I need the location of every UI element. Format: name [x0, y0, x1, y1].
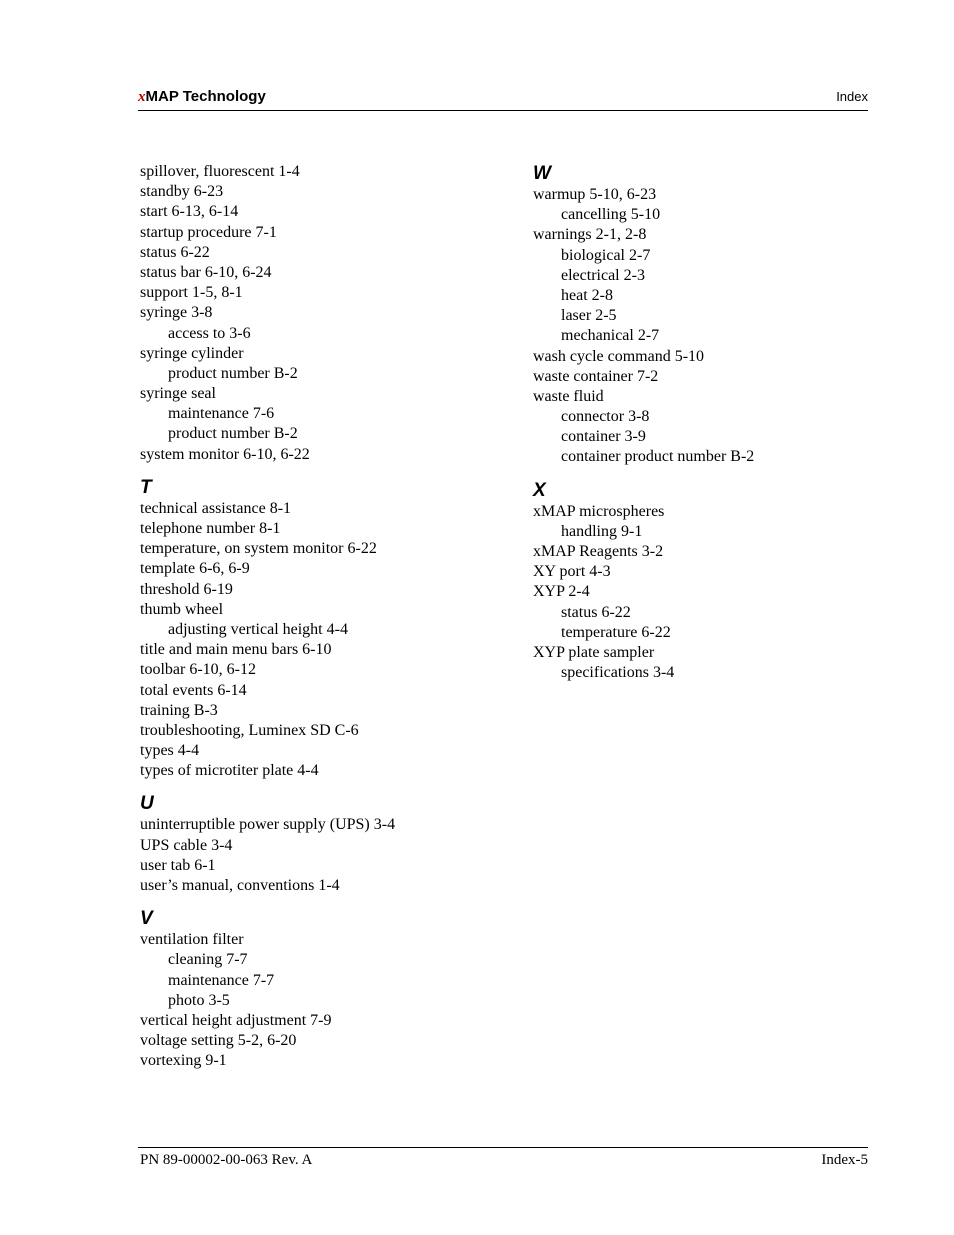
- index-column-left: [140, 162, 520, 1072]
- index-entry: toolbar 6-10, 6-12: [140, 661, 256, 679]
- brand-prefix: x: [138, 89, 146, 105]
- index-subentry: status 6-22: [561, 603, 631, 621]
- index-entry: temperature, on system monitor 6-22: [140, 540, 377, 558]
- page-number: Index-5: [821, 1152, 868, 1168]
- index-entry: UPS cable 3-4: [140, 836, 233, 854]
- index-entry: spillover, fluorescent 1-4: [140, 163, 300, 180]
- index-entry: status bar 6-10, 6-24: [140, 263, 272, 281]
- index-entry: warnings 2-1, 2-8: [533, 226, 647, 244]
- index-subentry: container 3-9: [561, 428, 646, 446]
- index-entry: waste container 7-2: [533, 367, 659, 385]
- index-entry: warmup 5-10, 6-23: [533, 186, 657, 203]
- index-entry: total events 6-14: [140, 681, 247, 699]
- index-subentry: photo 3-5: [168, 991, 230, 1009]
- brand-name: MAP Technology: [145, 88, 266, 105]
- index-entry: thumb wheel: [140, 600, 224, 618]
- index-entry: voltage setting 5-2, 6-20: [140, 1032, 297, 1050]
- index-entry: syringe 3-8: [140, 304, 213, 322]
- page-header: [138, 86, 868, 111]
- index-letter-heading: W: [533, 163, 551, 184]
- section-label: Index: [836, 89, 868, 104]
- index-entry: types of microtiter plate 4-4: [140, 762, 319, 780]
- index-entry: ventilation filter: [140, 931, 244, 949]
- index-subentry: access to 3-6: [168, 324, 251, 342]
- index-entry: user’s manual, conventions 1-4: [140, 877, 340, 894]
- index-entry: system monitor 6-10, 6-22: [140, 445, 310, 463]
- brand-title: [138, 88, 266, 106]
- index-subentry: connector 3-8: [561, 408, 650, 426]
- index-subentry: mechanical 2-7: [561, 327, 660, 345]
- index-entry: troubleshooting, Luminex SD C-6: [140, 721, 359, 739]
- index-entry: wash cycle command 5-10: [533, 347, 705, 365]
- index-letter-heading: T: [140, 476, 152, 498]
- page-footer: [138, 1147, 868, 1168]
- index-entry: xMAP microspheres: [533, 502, 665, 520]
- index-entry: standby 6-23: [140, 183, 224, 201]
- index-column-right: [533, 162, 863, 683]
- index-entry: training B-3: [140, 701, 218, 719]
- index-entry: syringe seal: [140, 385, 216, 403]
- index-subentry: cleaning 7-7: [168, 951, 248, 969]
- index-subentry: adjusting vertical height 4-4: [168, 620, 348, 638]
- index-subentry: maintenance 7-7: [168, 971, 275, 989]
- index-subentry: product number B-2: [168, 364, 298, 382]
- index-subentry: container product number B-2: [561, 448, 755, 466]
- index-entry: start 6-13, 6-14: [140, 203, 239, 221]
- index-entry: template 6-6, 6-9: [140, 560, 250, 578]
- part-number: PN 89-00002-00-063 Rev. A: [140, 1152, 313, 1168]
- index-subentry: temperature 6-22: [561, 623, 671, 641]
- index-entry: threshold 6-19: [140, 580, 233, 598]
- index-letter-heading: X: [533, 479, 546, 501]
- index-subentry: biological 2-7: [561, 246, 651, 264]
- index-letter-heading: U: [140, 793, 154, 815]
- index-entry: vortexing 9-1: [140, 1052, 227, 1070]
- index-entry: xMAP Reagents 3-2: [533, 543, 664, 560]
- index-entry: vertical height adjustment 7-9: [140, 1011, 332, 1029]
- index-entry: syringe cylinder: [140, 344, 244, 362]
- index-entry: types 4-4: [140, 742, 200, 760]
- index-entry: XY port 4-3: [533, 563, 611, 581]
- index-entry: title and main menu bars 6-10: [140, 641, 332, 659]
- index-subentry: heat 2-8: [561, 286, 613, 304]
- index-entry: user tab 6-1: [140, 856, 216, 874]
- index-subentry: cancelling 5-10: [561, 206, 661, 224]
- index-subentry: electrical 2-3: [561, 266, 645, 284]
- index-entry: technical assistance 8-1: [140, 499, 292, 517]
- index-entry: support 1-5, 8-1: [140, 284, 243, 302]
- index-subentry: handling 9-1: [561, 522, 643, 540]
- index-subentry: laser 2-5: [561, 307, 617, 325]
- index-entry: XYP 2-4: [533, 583, 590, 601]
- index-entry: waste fluid: [533, 387, 604, 405]
- index-entry: startup procedure 7-1: [140, 223, 277, 241]
- index-subentry: product number B-2: [168, 425, 298, 443]
- index-entry: uninterruptible power supply (UPS) 3-4: [140, 816, 396, 834]
- index-entry: telephone number 8-1: [140, 520, 281, 537]
- index-subentry: maintenance 7-6: [168, 405, 275, 423]
- index-entry: status 6-22: [140, 243, 210, 261]
- index-entry: XYP plate sampler: [533, 643, 655, 661]
- index-letter-heading: V: [140, 908, 153, 930]
- index-subentry: specifications 3-4: [561, 664, 675, 682]
